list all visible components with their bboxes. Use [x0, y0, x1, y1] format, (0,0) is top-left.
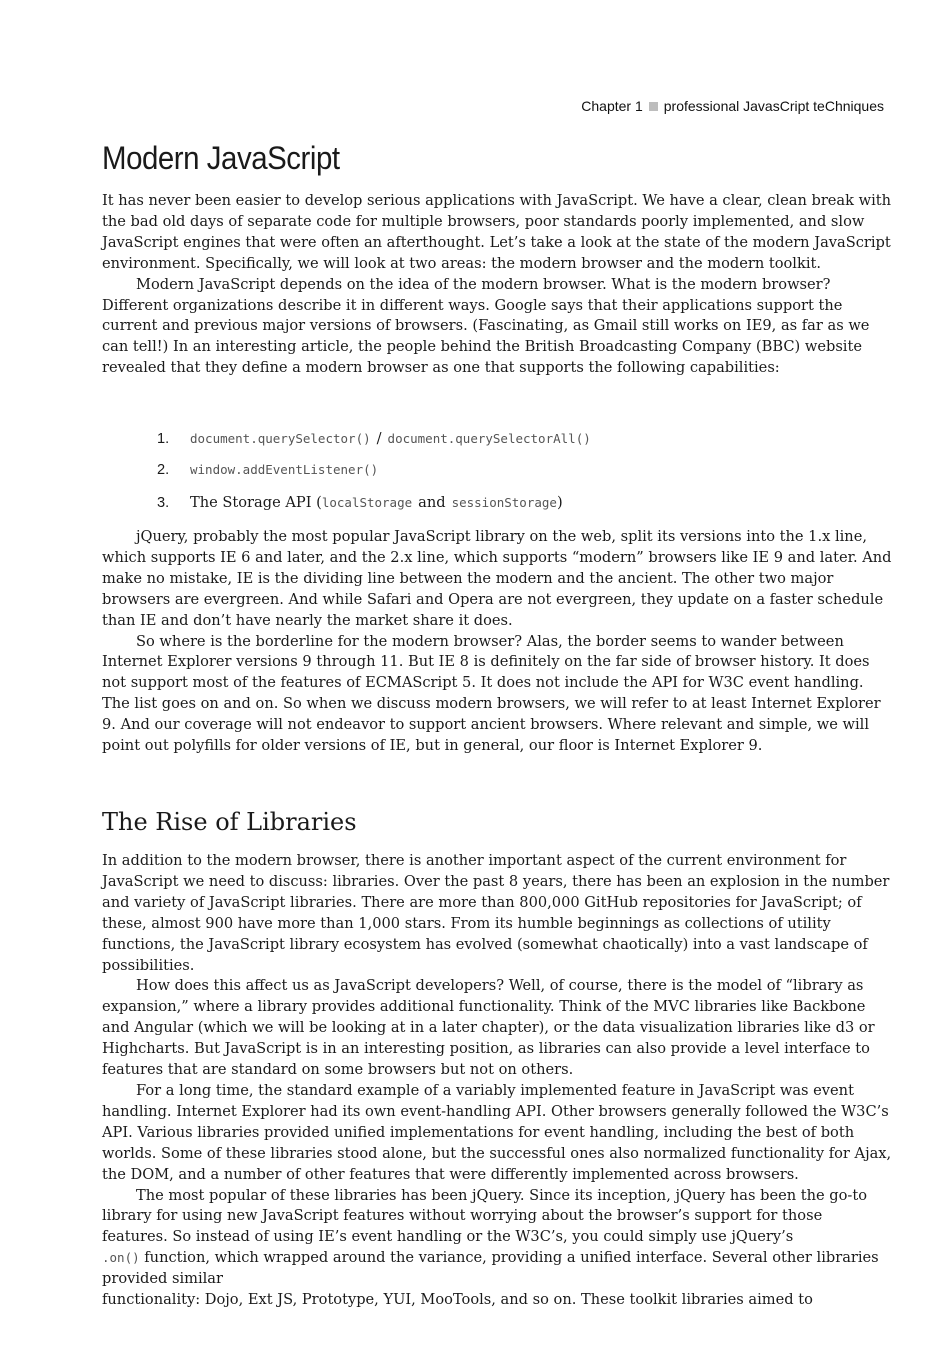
p4-text-b: function, which wrapped around the variance, providing a unified interface. Several other libraries provided similar	[102, 1249, 879, 1288]
code-query-selector-all: document.querySelectorAll()	[387, 431, 591, 446]
code-query-selector: document.querySelector()	[190, 431, 371, 446]
slash-separator: /	[376, 430, 382, 447]
list-number: 1.	[157, 431, 170, 447]
page-title: Modern JavaScript	[102, 140, 340, 176]
code-session-storage: sessionStorage	[451, 495, 557, 510]
intro-paragraph-2: Modern JavaScript depends on the idea of the modern browser. What is the modern browser? Different organizations describe it in different ways. Google says that their applications support the current and previous major versions of browsers. (Fascinating, as Gmail still works on IE9, as far as we can tell!) In an interesting article, the people behind the British Broadcasting Company (BBC) website revealed that they define a modern browser as one that supports the following capabilities:	[102, 275, 870, 377]
storage-api-text: The Storage API (	[190, 494, 322, 511]
code-on-function: .on()	[102, 1250, 140, 1266]
running-header	[581, 98, 884, 114]
intro-paragraph-1: It has never been easier to develop serious applications with JavaScript. We have a clear, clean break with the bad old days of separate code for multiple browsers, poor standards poorly implemented, and slow JavaScript engines that were often an afterthought. Let’s take a look at the state of the modern JavaScript environment. Specifically, we will look at two areas: the modern browser and the modern toolkit.	[102, 192, 892, 272]
code-local-storage: localStorage	[321, 495, 413, 510]
browsers-paragraph-2: So where is the borderline for the modern browser? Alas, the border seems to wander between Internet Explorer versions 9 through 11. But IE 8 is definitely on the far side of browser history. It does not support most of the features of ECMAScript 5. It does not include the API for W3C event handling. The list goes on and on. So when we discuss modern browsers, we will refer to at least Internet Explorer 9. And our coverage will not endeavor to support ancient browsers. Where relevant and simple, we will point out polyfills for older versions of IE, but in general, our floor is Internet Explorer 9.	[102, 632, 881, 755]
list-item	[157, 494, 591, 526]
header-separator-square	[649, 102, 658, 111]
browsers-paragraph-1: jQuery, probably the most popular JavaScript library on the web, split its versions into the 1.x line, which supports IE 6 and later, and the 2.x line, which supports “modern” browsers like IE 9 and later. And make no mistake, IE is the dividing line between the modern and the ancient. The other two major browsers are evergreen. And while Safari and Opera are not evergreen, they update on a faster schedule than IE and don’t have nearly the market share it does.	[102, 528, 892, 629]
chapter-label: Chapter 1	[581, 98, 643, 114]
intro-section	[102, 191, 892, 379]
libraries-paragraph-5: functionality: Dojo, Ext JS, Prototype, YUI, MooTools, and so on. These toolkit libraries aimed to	[102, 1291, 813, 1309]
libraries-section	[102, 851, 892, 1311]
list-number: 2.	[157, 462, 170, 478]
list-item	[157, 462, 591, 494]
browsers-section	[102, 527, 892, 757]
and-text: and	[418, 494, 446, 511]
libraries-paragraph-2: How does this affect us as JavaScript developers? Well, of course, there is the model of “library as expansion,” where a library provides additional functionality. Think of the MVC libraries like Backbone and Angular (which we will be looking at in a later chapter), or the data visualization libraries like d3 or Highcharts. But JavaScript is in an interesting position, as libraries can also provide a level interface to features that are standard on some browsers but not on others.	[102, 977, 875, 1079]
libraries-paragraph-4	[102, 1186, 892, 1291]
libraries-paragraph-1: In addition to the modern browser, there is another important aspect of the current environment for JavaScript we need to discuss: libraries. Over the past 8 years, there has been an explosion in the number and variety of JavaScript libraries. There are more than 800,000 GitHub repositories for JavaScript; of these, almost 900 have more than 1,000 stars. From its humble beginnings as collections of utility functions, the JavaScript library ecosystem has evolved (somewhat chaotically) into a vast landscape of possibilities.	[102, 852, 890, 974]
p4-text-a: The most popular of these libraries has been jQuery. Since its inception, jQuery has been the go-to library for using new JavaScript features without worrying about the browser’s support for those features. So instead of using IE’s event handling or the W3C’s, you could simply use jQuery’s	[102, 1186, 867, 1246]
list-item	[157, 430, 591, 462]
libraries-paragraph-3: For a long time, the standard example of a variably implemented feature in JavaScript was event handling. Internet Explorer had its own event-handling API. Other browsers generally followed the W3C’s API. Various libraries provided unified implementations for event handling, including the best of both worlds. Some of these libraries stood alone, but the successful ones also normalized functionality for Ajax, the DOM, and a number of other features that were differently implemented across browsers.	[102, 1081, 892, 1183]
section-heading-libraries: The Rise of Libraries	[102, 808, 357, 836]
book-title: professional JavasCript teChniques	[663, 98, 884, 114]
code-add-event-listener: window.addEventListener()	[190, 462, 379, 477]
list-number: 3.	[157, 495, 170, 511]
close-paren: )	[556, 494, 563, 511]
capabilities-list	[157, 430, 591, 526]
